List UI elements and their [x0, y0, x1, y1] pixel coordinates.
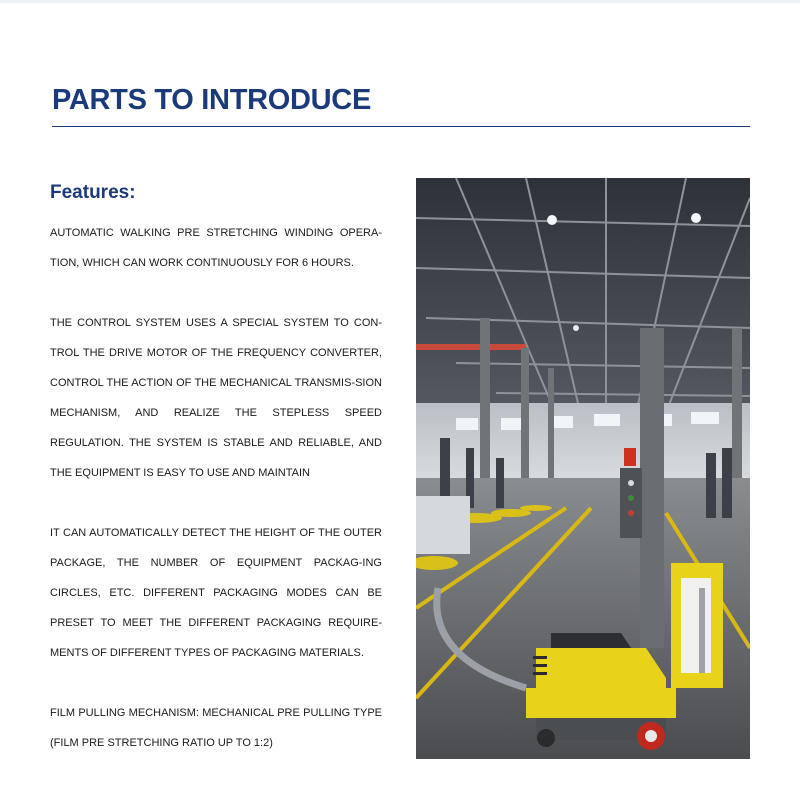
feature-paragraph: IT CAN AUTOMATICALLY DETECT THE HEIGHT OF THE OUTER PACKAGE, THE NUMBER OF EQUIPMENT PACKAG-ING CIRCLES, ETC. DIFFERENT PACKAGING MODES CAN BE PRESET TO MEET THE DIFFERENT PACKAGING REQUIRE-MENTS OF DIFFERENT TYPES OF PACKAGING MATERIALS.: [50, 527, 382, 659]
feature-paragraph: THE CONTROL SYSTEM USES A SPECIAL SYSTEM TO CON-TROL THE DRIVE MOTOR OF THE FREQUENCY CONVERTER, CONTROL THE ACTION OF THE MECHANICAL TRANSMIS-SION MECHANISM, AND REALIZE THE STEPLESS SPEED REGULATION. THE SYSTEM IS STABLE AND RELIABLE, AND THE EQUIPMENT IS EASY TO USE AND MAINTAIN: [50, 317, 382, 479]
title-divider: [52, 126, 750, 127]
factory-scene-illustration: [416, 178, 750, 759]
page-title: PARTS TO INTRODUCE: [52, 84, 371, 116]
feature-paragraph: FILM PULLING MECHANISM: MECHANICAL PRE PULLING TYPE (FILM PRE STRETCHING RATIO UP TO 1:2): [50, 707, 382, 749]
top-strip: [0, 0, 800, 3]
features-heading: Features:: [50, 182, 136, 203]
machine-photo: [416, 178, 750, 759]
feature-paragraph: AUTOMATIC WALKING PRE STRETCHING WINDING OPERA-TION, WHICH CAN WORK CONTINUOUSLY FOR 6 HOURS.: [50, 227, 382, 269]
feature-list: [50, 218, 382, 788]
